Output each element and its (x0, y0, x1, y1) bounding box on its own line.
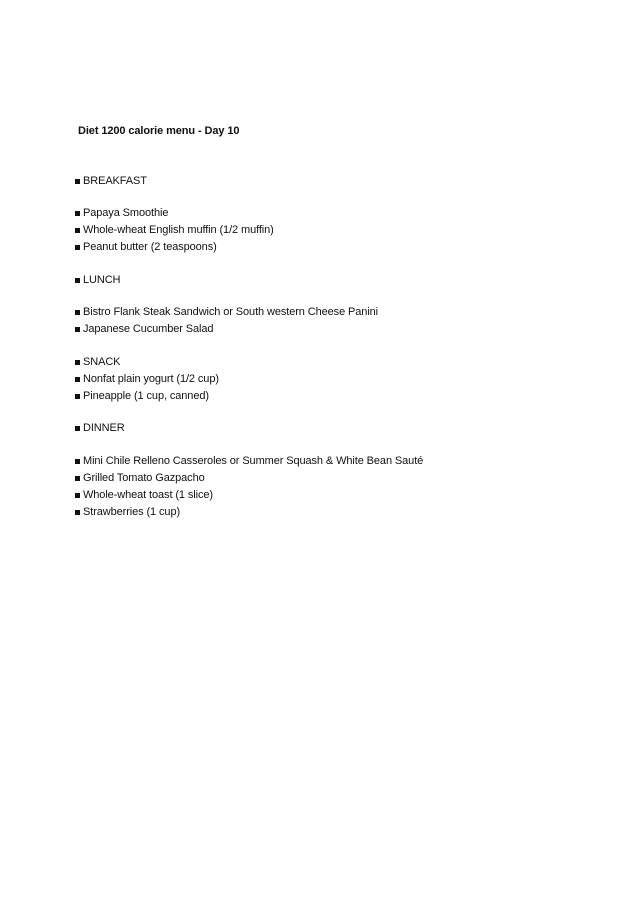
list-item-text: Japanese Cucumber Salad (83, 323, 214, 335)
square-bullet-icon (75, 510, 80, 515)
square-bullet-icon (75, 327, 80, 332)
list-item-lunch-heading (75, 273, 120, 287)
list-item (75, 454, 423, 468)
list-item-text: DINNER (83, 422, 125, 434)
list-item-text: Bistro Flank Steak Sandwich or South western Cheese Panini (83, 306, 379, 318)
list-item-dinner-heading (75, 421, 125, 435)
list-item-text: Whole-wheat toast (1 slice) (83, 489, 213, 501)
list-item-snack-heading (75, 355, 120, 369)
list-item-text: Grilled Tomato Gazpacho (83, 472, 205, 484)
list-item (75, 322, 213, 336)
list-item (75, 471, 205, 485)
square-bullet-icon (75, 278, 80, 283)
list-item-breakfast-heading (75, 174, 147, 188)
list-item-text: Mini Chile Relleno Casseroles or Summer Squash & White Bean Sauté (83, 455, 424, 467)
list-item-text: Papaya Smoothie (83, 207, 169, 219)
list-item-text: Nonfat plain yogurt (1/2 cup) (83, 373, 219, 385)
square-bullet-icon (75, 179, 80, 184)
square-bullet-icon (75, 245, 80, 250)
list-item (75, 206, 168, 220)
list-item-text: Strawberries (1 cup) (83, 506, 181, 518)
list-item (75, 389, 209, 403)
square-bullet-icon (75, 211, 80, 216)
square-bullet-icon (75, 476, 80, 481)
list-item (75, 240, 217, 254)
square-bullet-icon (75, 459, 80, 464)
square-bullet-icon (75, 310, 80, 315)
square-bullet-icon (75, 493, 80, 498)
list-item-text: SNACK (83, 356, 121, 368)
list-item-text: Pineapple (1 cup, canned) (83, 390, 209, 402)
square-bullet-icon (75, 394, 80, 399)
square-bullet-icon (75, 377, 80, 382)
document-title: Diet 1200 calorie menu - Day 10 (78, 125, 240, 137)
list-item (75, 488, 213, 502)
list-item (75, 305, 378, 319)
list-item-text: Whole-wheat English muffin (1/2 muffin) (83, 224, 274, 236)
list-item (75, 223, 274, 237)
square-bullet-icon (75, 228, 80, 233)
square-bullet-icon (75, 360, 80, 365)
list-item-text: LUNCH (83, 274, 121, 286)
list-item (75, 372, 219, 386)
list-item-text: BREAKFAST (83, 175, 147, 187)
list-item-text: Peanut butter (2 teaspoons) (83, 241, 217, 253)
square-bullet-icon (75, 426, 80, 431)
list-item (75, 505, 180, 519)
